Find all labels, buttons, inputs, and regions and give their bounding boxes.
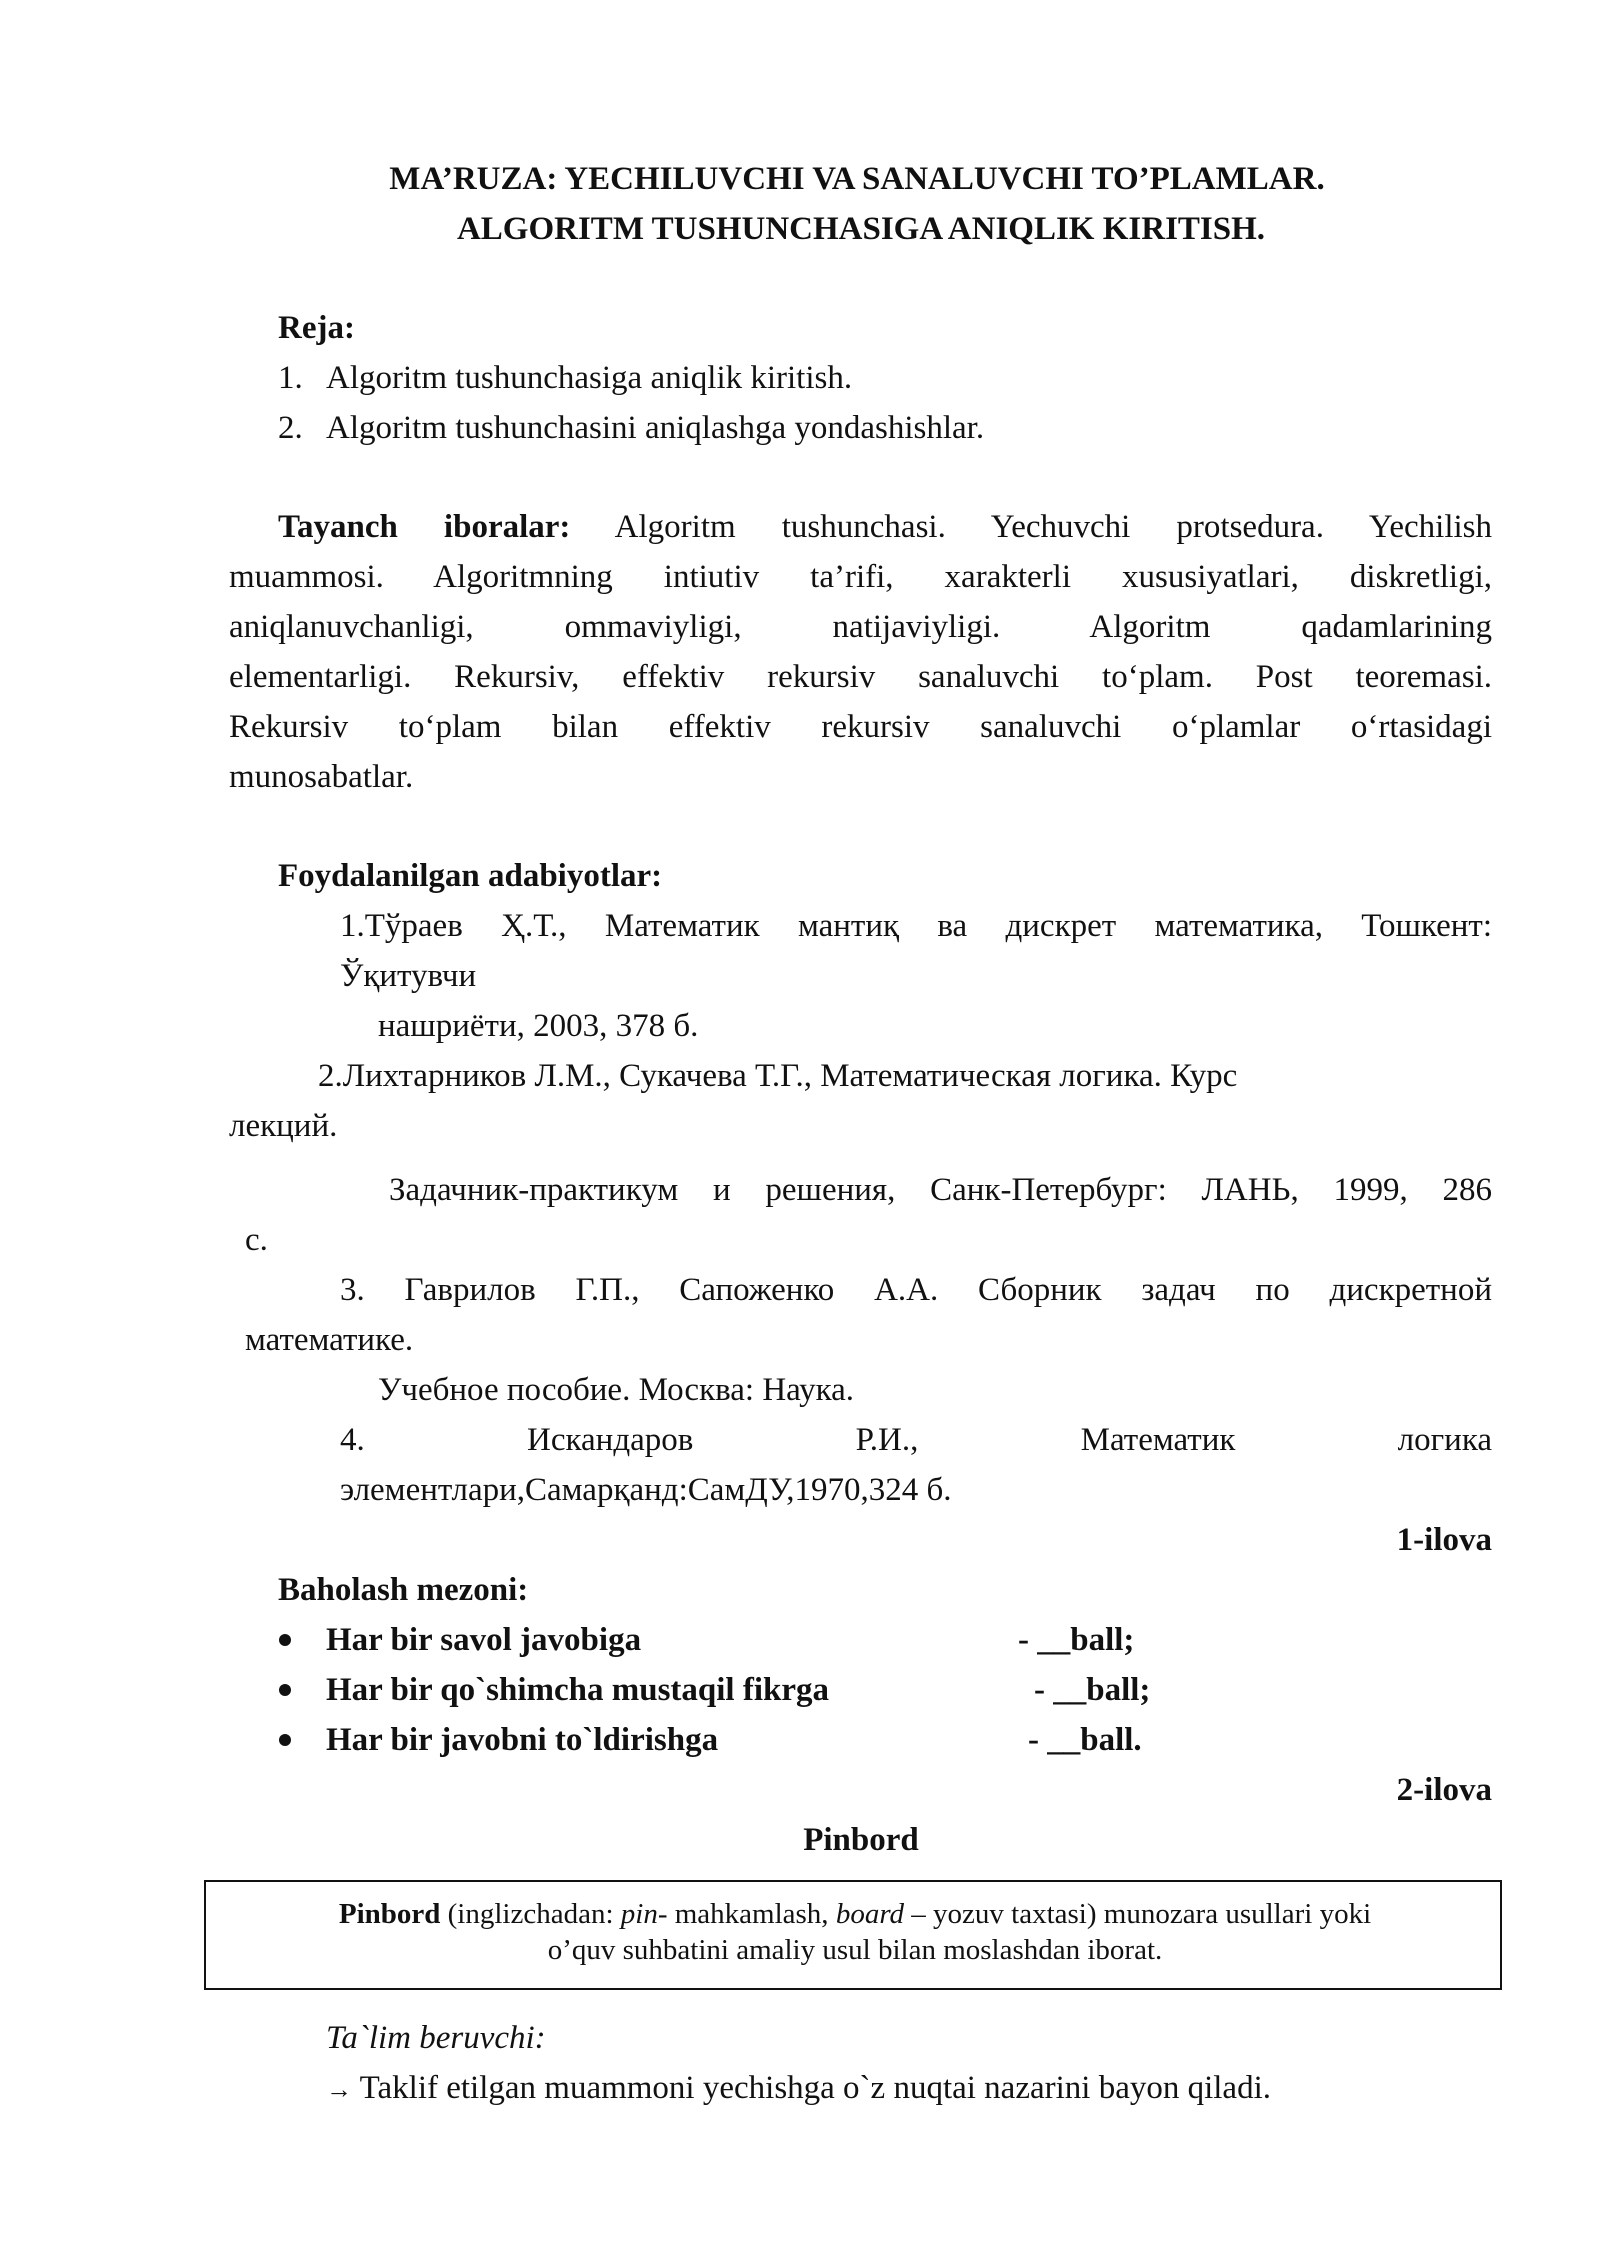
ref-2-line-4: с. [245, 1222, 268, 1258]
definition-text: (inglizchadan: [440, 1898, 621, 1930]
ref-1-line-1: 1.Тўраев Ҳ.Т., Математик мантиқ ва дискрет математика, Тошкент: [340, 908, 1492, 944]
keywords-text-1: Algoritm tushunchasi. Yechuvchi protsedura. Yechilish [570, 509, 1492, 545]
appendix-2-label: 2-ilova [1396, 1772, 1492, 1808]
keywords-line-3: aniqlanuvchanligi, ommaviyligi, natijaviyligi. Algoritm qadamlarining [229, 609, 1492, 645]
definition-board: board [835, 1898, 905, 1930]
ref-1-line-2: Ўқитувчи [340, 958, 477, 994]
pinbord-heading: Pinbord [803, 1822, 919, 1858]
definition-line-2: o’quv suhbatini amaliy usul bilan moslashdan iborat. [547, 1934, 1163, 1966]
teacher-step-text: Taklif etilgan muammoni yechishga o`z nuqtai nazarini bayon qiladi. [352, 2070, 1271, 2106]
criterion-1-score: - __ball; [1018, 1622, 1135, 1658]
title-line-2: ALGORITM TUSHUNCHASIGA ANIQLIK KIRITISH. [456, 211, 1266, 247]
bullet-icon [279, 1634, 291, 1646]
bullet-icon [279, 1734, 291, 1746]
ref-3-line-3: Учебное пособие. Москва: Наука. [378, 1372, 855, 1408]
keywords-line-4: elementarligi. Rekursiv, effektiv rekursiv sanaluvchi to‘plam. Post teoremasi. [229, 659, 1492, 695]
definition-text: – yozuv taxtasi) munozara usullari yoki [904, 1898, 1372, 1930]
ref-4-line-2: элементлари,Самарқанд:СамДУ,1970,324 б. [340, 1472, 952, 1508]
teacher-step [326, 2063, 1271, 2115]
criteria-heading: Baholash mezoni: [278, 1572, 529, 1608]
plan-item-1-num: 1. [278, 360, 303, 396]
teacher-heading: Ta`lim beruvchi: [326, 2020, 546, 2056]
ref-1-line-3: нашриёти, 2003, 378 б. [378, 1008, 699, 1044]
plan-item-2-num: 2. [278, 410, 303, 446]
bullet-icon [279, 1684, 291, 1696]
ref-3-line-1: 3. Гаврилов Г.П., Сапоженко А.А. Сборник задач по дискретной [340, 1272, 1492, 1308]
plan-heading: Reja: [278, 310, 355, 346]
definition-pin: pin [620, 1898, 658, 1930]
plan-item-2-text: Algoritm tushunchasini aniqlashga yondashishlar. [326, 410, 985, 446]
ref-2-line-3: Задачник-практикум и решения, Санк-Петербург: ЛАНЬ, 1999, 286 [389, 1172, 1492, 1208]
criterion-1-text: Har bir savol javobiga [326, 1622, 642, 1658]
keywords-line-2: muammosi. Algoritmning intiutiv ta’rifi, xarakterli xususiyatlari, diskretligi, [229, 559, 1492, 595]
definition-box [204, 1880, 1502, 1990]
right-arrow-icon: → [326, 2075, 352, 2104]
ref-3-line-2: математике. [245, 1322, 414, 1358]
definition-term: Pinbord [338, 1898, 441, 1930]
keywords-line-5: Rekursiv to‘plam bilan effektiv rekursiv sanaluvchi o‘plamlar o‘rtasidagi [229, 709, 1492, 745]
keywords-label: Tayanch iboralar: [278, 509, 571, 545]
ref-4-line-1: 4. Искандаров Р.И., Математик логика [340, 1422, 1492, 1458]
title-line-1: MA’RUZA: YECHILUVCHI VA SANALUVCHI TO’PLAMLAR. [389, 161, 1325, 197]
plan-item-1-text: Algoritm tushunchasiga aniqlik kiritish. [326, 360, 853, 396]
definition-text: - mahkamlash, [657, 1898, 836, 1930]
criterion-3-text: Har bir javobni to`ldirishga [326, 1722, 719, 1758]
criterion-2-score: - __ball; [1034, 1672, 1151, 1708]
ref-2-line-2: лекций. [229, 1108, 338, 1144]
ref-2-line-1: 2.Лихтарников Л.М., Сукачева Т.Г., Математическая логика. Курс [318, 1058, 1238, 1094]
keywords-line-6: munosabatlar. [229, 759, 414, 795]
definition-line-1 [206, 1896, 1504, 1932]
criterion-3-score: - __ball. [1028, 1722, 1142, 1758]
keywords-line-1 [278, 502, 1492, 552]
appendix-1-label: 1-ilova [1396, 1522, 1492, 1558]
literature-heading: Foydalanilgan adabiyotlar: [278, 858, 663, 894]
criterion-2-text: Har bir qo`shimcha mustaqil fikrga [326, 1672, 830, 1708]
